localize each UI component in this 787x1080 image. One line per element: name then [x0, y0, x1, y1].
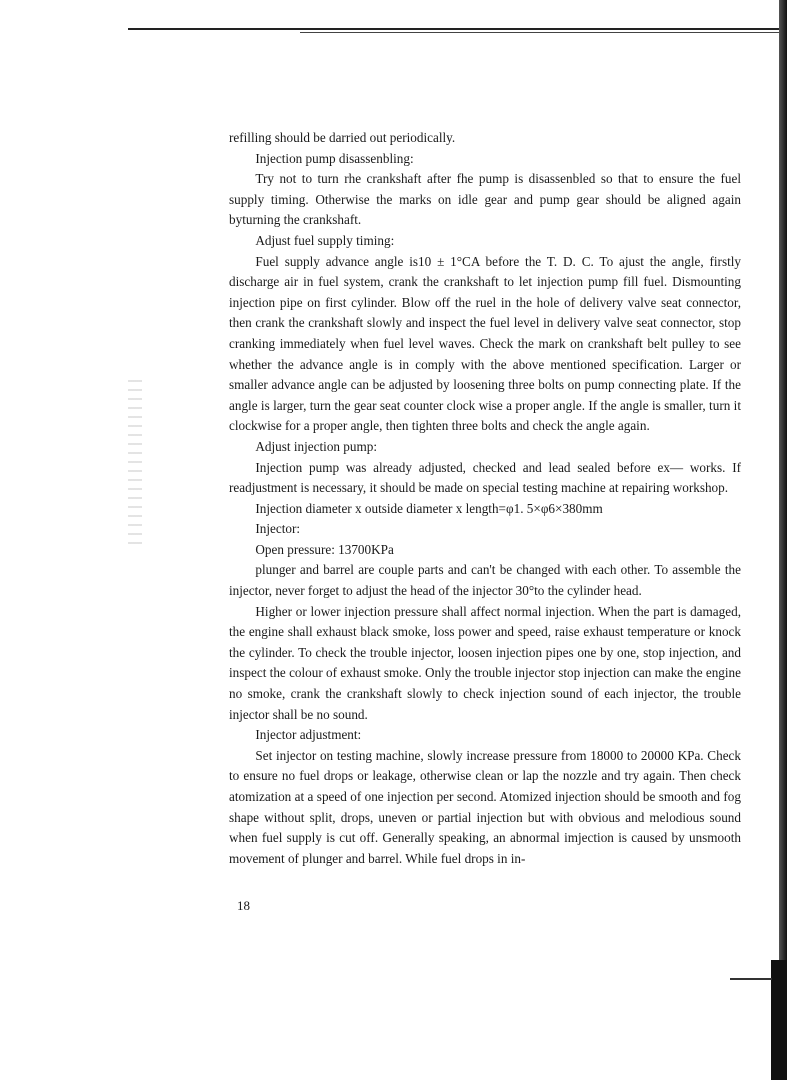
scan-right-edge — [779, 0, 787, 1080]
scan-binding-marks — [128, 380, 142, 550]
paragraph-continuation: refilling should be darried out periodically. — [229, 130, 456, 145]
spec-open-pressure: Open pressure: 13700KPa — [255, 541, 394, 557]
paragraph-injector-adjustment: Set injector on testing machine, slowly increase pressure from 18000 to 20000 KPa. Check to ensure no fuel drops or leakage, otherwise clean or lap the nozzle and try again. Then check atomization at a speed of one injection per second. Atomized injection should be smooth and fog shape without split, drops, uneven or partial injection but with obvious and melodious sound when fuel supply is cut off. Generally speaking, an abnormal imjection is caused by unsmooth movement of plunger and barrel. While fuel drops in in- — [229, 747, 741, 866]
section-heading-fuel-timing: Adjust fuel supply timing: — [255, 232, 395, 248]
section-heading-injector: Injector: — [255, 521, 301, 537]
paragraph-fuel-timing: Fuel supply advance angle is10 ± 1°CA before the T. D. C. To ajust the angle, firstly discharge air in fuel system, crank the crankshaft to let injection pump fill fuel. Dismounting injection pipe on first cylinder. Blow off the ruel in the hole of delivery valve seat connector, then crank the crankshaft slowly and inspect the fuel level in delivery valve seat connector, stop cranking immediately when fuel level waves. Check the mark on crankshaft belt pulley to see whether the advance angle is in comply with the above mentioned specification. Larger or smaller advance angle can be adjusted by loosening three bolts on pump connecting plate. If the angle is larger, turn the gear seat counter clock wise a proper angle. If the angle is smaller, turn it clockwise for a proper angle, then tighten three bolts and check the angle again. — [229, 253, 741, 434]
spec-injection-pipe: Injection diameter x outside diameter x length=φ1. 5×φ6×380mm — [255, 500, 603, 516]
section-heading-injector-adjustment: Injector adjustment: — [255, 727, 362, 743]
section-heading-pump-disassembling: Injection pump disassenbling: — [255, 150, 414, 166]
page-body — [229, 128, 741, 869]
section-heading-adjust-pump: Adjust injection pump: — [255, 438, 378, 454]
top-rule — [128, 28, 787, 30]
page-number: 18 — [237, 898, 250, 913]
scan-bottom-dash — [730, 978, 772, 980]
paragraph-plunger-barrel: plunger and barrel are couple parts and can't be changed with each other. To assemble the injector, never forget to adjust the head of the injector 30°to the cylinder head. — [229, 562, 741, 599]
top-rule-thin — [300, 32, 787, 33]
paragraph-adjust-pump: Injection pump was already adjusted, checked and lead sealed before ex— works. If readjustment is necessary, it should be made on special testing machine at repairing workshop. — [229, 459, 741, 496]
paragraph-pump-disassembling: Try not to turn rhe crankshaft after fhe pump is disassenbled so that to ensure the fuel supply timing. Otherwise the marks on idle gear and pump gear should be aligned again byturning the crankshaft. — [229, 171, 741, 228]
scan-right-edge-lower — [771, 960, 787, 1080]
paragraph-injection-pressure: Higher or lower injection pressure shall affect normal injection. When the part is damaged, the engine shall exhaust black smoke, loss power and speed, raise exhaust temperature or knock the cylinder. To check the trouble injector, loosen injection pipes one by one, stop injection, and inspect the colour of exhaust smoke. Only the trouble injector stop injection can make the engine no smoke, crank the crankshaft slowly to check injection sound of each injector, the trouble injector shall be no sound. — [229, 603, 741, 722]
